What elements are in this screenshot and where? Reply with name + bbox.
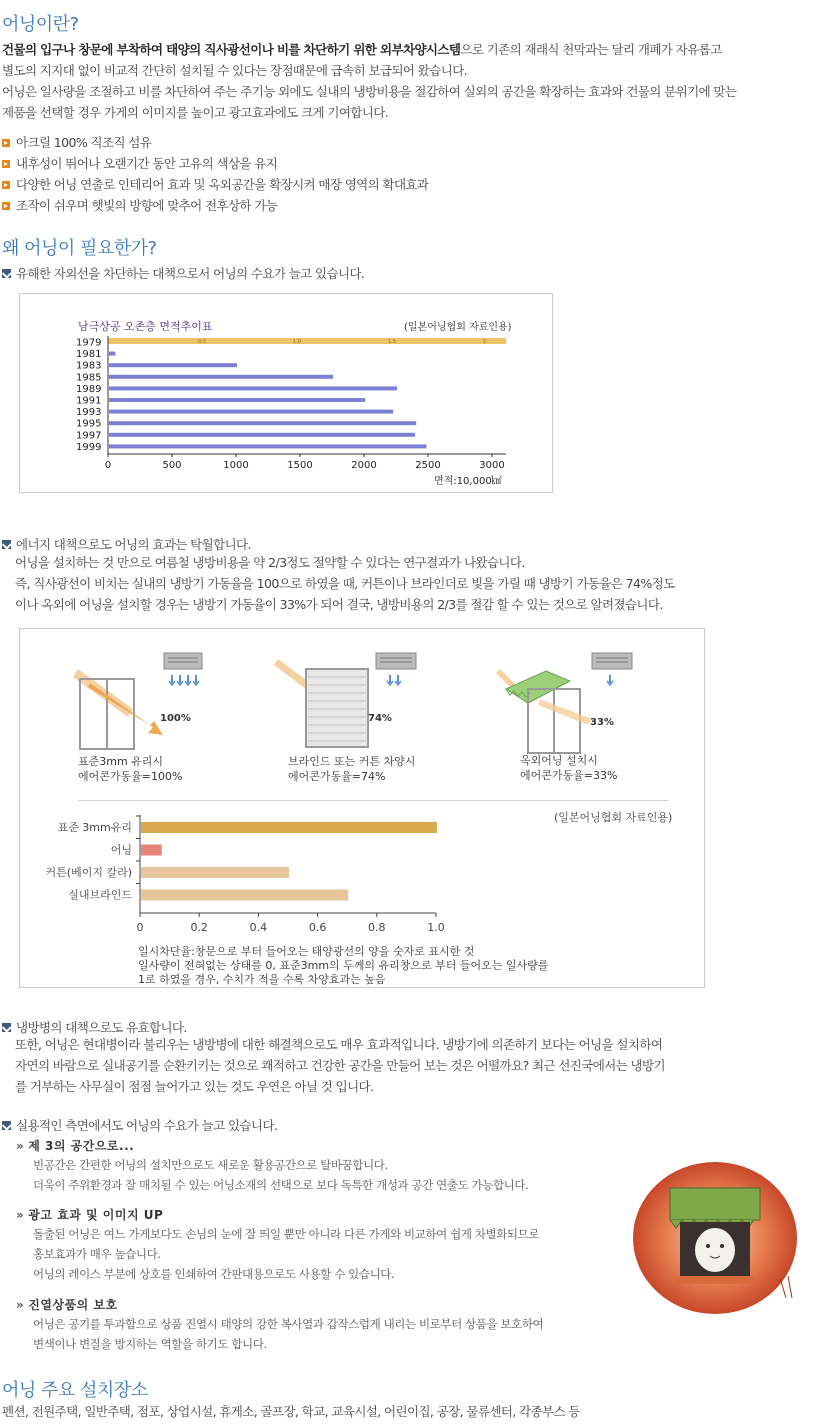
sub-heading-advertising: » 광고 효과 및 이미지 UP xyxy=(16,1208,164,1222)
ozone-bar xyxy=(109,375,333,379)
y-tick-label: 1981 xyxy=(76,349,102,361)
x-tick-label: 2500 xyxy=(415,460,441,471)
x-tick-label: 1.0 xyxy=(427,921,445,934)
checkbox-bullet-icon xyxy=(2,1121,11,1130)
ozone-bar xyxy=(109,421,416,425)
y-tick-label: 실내브라인드 xyxy=(68,888,132,902)
caption-3-line-2: 에어콘가동율=33% xyxy=(520,769,618,782)
x-tick-label: 1500 xyxy=(287,460,313,471)
double-chevron-icon: » xyxy=(16,1208,25,1222)
sub-body-third-space: 빈공간은 간편한 어닝의 설치만으로도 새로운 활용공간으로 탈바꿈합니다. 더욱이 주위환경과 잘 매치될 수 있는 어닝소재의 선택으로 보다 독특한 개성과 공간 연출도 가능합니다. xyxy=(33,1158,529,1192)
sub-body-advertising: 돌출된 어닝은 여느 가게보다도 손님의 눈에 잘 띄일 뿐만 아니라 다른 가게와 비교하여 쉽게 차별화되므로 홍보효과가 매우 높습니다. 어닝의 레이스 부분에 상호를 인쇄하여 간판대용으로도 사용할 수 있습니다. xyxy=(33,1227,540,1281)
feature-list xyxy=(2,132,428,216)
chart-title: 남극상공 오존층 면적추이표 xyxy=(78,320,213,333)
y-tick-label: 1979 xyxy=(76,337,102,349)
y-tick-label: 1997 xyxy=(76,430,102,442)
x-tick-label: 2000 xyxy=(351,460,377,471)
intro-line: 어닝은 일사량을 조절하고 비를 차단하여 주는 주기능 외에도 실내의 냉방비용을 절감하여 실외의 공간을 확장하는 효과와 건물의 분위기에 맞는 xyxy=(2,84,737,99)
y-tick-label: 1985 xyxy=(76,372,102,384)
section-title-install-places: 어닝 주요 설치장소 xyxy=(2,1380,148,1401)
caption-1-line-1: 표준3mm 유리시 xyxy=(78,755,164,768)
orange-arrow-icon xyxy=(2,139,10,147)
feature-item: 내후성이 뛰어나 오랜기간 동안 고유의 색상을 유지 xyxy=(2,153,428,174)
ozone-bar xyxy=(109,444,426,448)
shading-bar xyxy=(141,822,437,833)
y-tick-label: 1995 xyxy=(76,418,102,430)
ozone-bar xyxy=(109,386,397,390)
shading-bar xyxy=(141,867,289,878)
x-tick-label: 0.4 xyxy=(249,921,268,934)
feature-item: 아크릴 100% 직조직 섬유 xyxy=(2,132,428,153)
chart-source: (일본어닝협회 자료인용) xyxy=(404,322,512,333)
sub-body-protection: 어닝은 공기를 투과함으로 상품 진열시 태양의 강한 복사열과 갑작스럽게 내리는 비로부터 상품을 보호하여 변색이나 변질을 방지하는 역할을 하기도 합니다. xyxy=(33,1317,544,1351)
percent-label-2: 74% xyxy=(368,713,392,724)
window-illustration-3 xyxy=(496,653,632,753)
ozone-bar xyxy=(109,363,237,367)
x-axis-label: 면적:10,000㎢ xyxy=(434,476,502,487)
energy-heading: 에너지 대책으로도 어닝의 효과는 탁월합니다. xyxy=(2,535,251,553)
x-tick-label: 0.6 xyxy=(308,921,327,934)
y-tick-label: 1983 xyxy=(76,360,102,372)
intro-bold-text: 건물의 입구나 창문에 부착하여 태양의 직사광선이나 비를 차단하기 위한 외부차양시스템 xyxy=(2,42,461,57)
x-tick-label: 0 xyxy=(136,921,144,934)
y-tick-label: 표준 3mm유리 xyxy=(57,821,132,834)
x-tick-label: 1000 xyxy=(223,460,249,471)
orange-arrow-icon xyxy=(2,181,10,189)
double-chevron-icon: » xyxy=(16,1139,25,1153)
chart-source: (일본어닝협회 자료인용) xyxy=(554,811,673,824)
y-tick-label: 1989 xyxy=(76,383,102,395)
window-illustration-2 xyxy=(274,653,416,747)
top-band-tick: 2 xyxy=(483,339,487,345)
ozone-chart-panel xyxy=(19,293,553,493)
top-band-bar xyxy=(108,338,506,344)
window-illustration-1 xyxy=(73,653,202,749)
x-tick-label: 0.2 xyxy=(190,921,208,934)
checkbox-bullet-icon xyxy=(2,1023,11,1032)
intro-paragraph xyxy=(2,39,802,123)
practical-heading: 실용적인 측면에서도 어닝의 수요가 늘고 있습니다. xyxy=(2,1116,277,1134)
chart-note: 일사량이 전혀없는 상태를 0, 표준3mm의 두께의 유리창으로 부터 들어오는 일사량를 xyxy=(138,959,549,972)
x-tick-label: 0.8 xyxy=(368,921,386,934)
intro-line: 별도의 지지대 없이 비교적 간단히 설치될 수 있다는 장점때문에 급속히 보급되어 왔습니다. xyxy=(2,63,468,78)
y-tick-label: 1999 xyxy=(76,441,102,453)
caption-3-line-1: 옥외어닝 설치시 xyxy=(520,754,598,767)
chart-note: 1로 하였을 경우, 수치가 적을 수록 차양효과는 높음 xyxy=(138,973,386,986)
y-tick-label: 1993 xyxy=(76,407,102,419)
x-tick-label: 3000 xyxy=(479,460,505,471)
shading-bar xyxy=(141,845,162,856)
x-tick-label: 500 xyxy=(162,460,182,471)
percent-label-3: 33% xyxy=(590,717,614,728)
storefront-illustration xyxy=(630,1158,800,1318)
top-band-tick: 1.0 xyxy=(293,339,301,345)
caption-2-line-2: 에어콘가동율=74% xyxy=(288,770,386,783)
cooling-paragraph: 또한, 어닝은 현대병이라 불리우는 냉방병에 대한 해결책으로도 매우 효과적입니다. 냉방기에 의존하기 보다는 어닝을 설치하여 자연의 바람으로 실내공기를 순환키키는 것으로 쾌적하고 건강한 공간을 만들어 보는 것은 어떨까요? 최근 선진국에서는 냉방기 를 거부하는 사무실이 점점 늘어가고 있는 것도 우연은 아닐 것 입니다. xyxy=(15,1037,665,1094)
intro-rest-text: 으로 기존의 재래식 천막과는 달리 개폐가 자유롭고 xyxy=(460,42,722,57)
aircon-illustrations xyxy=(20,629,706,799)
shading-rate-chart xyxy=(20,801,706,989)
y-tick-label: 어닝 xyxy=(110,843,132,857)
ozone-bar xyxy=(109,410,393,414)
section-title-why-awning: 왜 어닝이 필요한가? xyxy=(2,238,157,259)
ozone-bar xyxy=(109,398,365,402)
energy-paragraph: 어닝을 설치하는 것 만으로 여름철 냉방비용을 약 2/3정도 절약할 수 있다는 연구결과가 나왔습니다. 즉, 직사광선이 비치는 실내의 냉방기 가동율을 100으로 하였을 때, 커튼이나 브라인더로 빛을 가릴 때 냉방기 가동율은 74%정도 이나 옥외에 어닝을 설치할 경우는 냉방기 가동율이 33%가 되어 결국, 냉방비용의 2/3를 절감 할 수 있는 것으로 알려졌습니다. xyxy=(15,555,675,612)
caption-2-line-1: 브라인드 또는 커튼 차양시 xyxy=(288,755,416,768)
sunshade-panel xyxy=(19,628,705,988)
sub-heading-protection: » 진열상품의 보호 xyxy=(16,1298,118,1312)
y-tick-label: 커튼(베이지 칼라) xyxy=(45,866,132,879)
double-chevron-icon: » xyxy=(16,1298,25,1312)
feature-item: 조작이 쉬우며 햇빛의 방향에 맞추어 전후상하 가능 xyxy=(2,195,428,216)
checkbox-bullet-icon xyxy=(2,269,11,278)
top-band-tick: 0.5 xyxy=(198,339,206,345)
orange-arrow-icon xyxy=(2,160,10,168)
percent-label-1: 100% xyxy=(160,713,191,724)
uv-heading: 유해한 자외선을 차단하는 대책으로서 어닝의 수요가 늘고 있습니다. xyxy=(2,264,364,282)
x-tick-label: 0 xyxy=(104,460,112,471)
orange-arrow-icon xyxy=(2,202,10,210)
ozone-bar xyxy=(109,433,415,437)
ozone-bar xyxy=(109,352,115,356)
install-places-text: 펜션, 전원주택, 일반주택, 점포, 상업시설, 휴게소, 골프장, 학교, 교육시설, 어린이집, 공장, 물류센터, 각종부스 등 xyxy=(2,1404,580,1419)
sub-heading-third-space: » 제 3의 공간으로... xyxy=(16,1139,135,1153)
checkbox-bullet-icon xyxy=(2,540,11,549)
section-title-what-is-awning: 어닝이란? xyxy=(2,14,79,35)
ozone-chart xyxy=(20,294,554,494)
chart-note: 일시차단율:창문으로 부터 들어오는 태양광선의 양을 숫자로 표시한 것 xyxy=(138,945,475,958)
top-band-tick: 1.5 xyxy=(388,339,396,345)
caption-1-line-2: 에어콘가동율=100% xyxy=(78,770,183,783)
cooling-heading: 냉방병의 대책으로도 유효합니다. xyxy=(2,1018,187,1036)
shading-bar xyxy=(141,890,348,901)
y-tick-label: 1991 xyxy=(76,395,102,407)
feature-item: 다양한 어닝 연출로 인테리어 효과 및 옥외공간을 확장시켜 매장 영역의 확대효과 xyxy=(2,174,428,195)
intro-line: 제품을 선택할 경우 가게의 이미지를 높이고 광고효과에도 크게 기여합니다. xyxy=(2,105,389,120)
